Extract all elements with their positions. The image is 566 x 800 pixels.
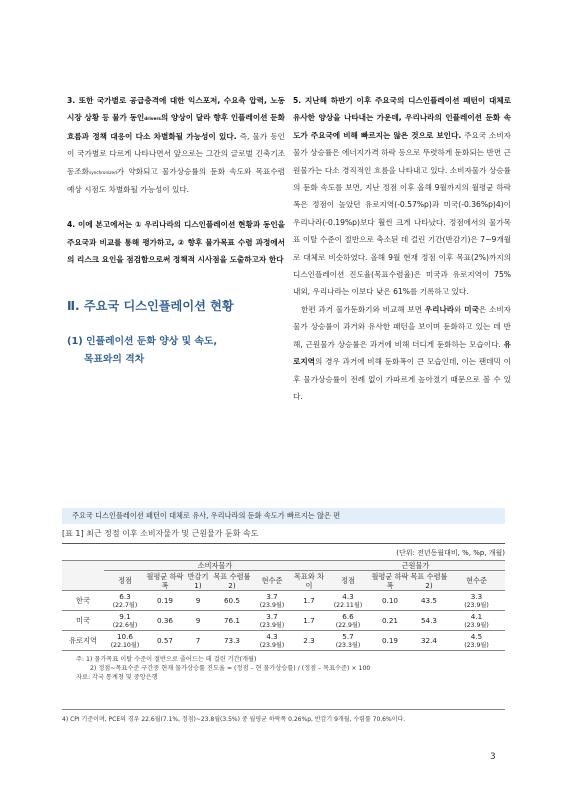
table-title: [표 1] 최근 정점 이후 소비자물가 및 근원물가 둔화 속도 [62,529,259,538]
header-cell: 정점 [104,571,146,591]
unit-label: (단위: 전년동월대비, %, %p, 개월) [396,549,505,557]
header-cell: 반감기1) [184,571,212,591]
paragraph-4: 4. 이에 본고에서는 ① 우리나라의 디스인플레이션 현황과 동인을 주요국과 비교를 통해 평가하고, ② 향후 물가목표 수렴 과정에서의 리스크 요인을 점검함으로써 정책적 시사점을 도출하고자 한다 [67,220,285,265]
header-cell: 현수준 [448,571,505,591]
header-cell: 현수준 [252,571,292,591]
paragraph-6: 한편 과거 물가둔화기와 비교해 보면 우리나라와 미국은 소비자물가 상승률이 과거와 유사한 패턴을 보이며 둔화하고 있는 데 반해, 근원물가 상승률은 과거에 비해 더디게 둔화하는 모습이다. 유로지역의 경우 과거에 비해 둔화폭이 큰 모습인데, 이는 팬데믹 이후 물가상승률이 전례 없이 가파르게 높아졌기 때문으로 볼 수 있다. [293,304,511,401]
header-country [62,561,104,591]
data-table [62,560,505,651]
paragraph-3: 3. 또한 국가별로 공급충격에 대한 익스포저, 수요측 압력, 노동시장 상황 등 물가 동인drivers의 양상이 달라 향후 인플레이션 둔화 흐름과 정책 대응이 다소 차별화될 가능성이 있다. 즉, 물가 동인이 국가별로 다르게 나타나면서 앞으로는 그간의 글로벌 긴축기조 동조화synchronized가 약화되고 물가상승률의 둔화 속도와 목표수렴 예상 시점도 차별화될 가능성이 있다. [67,96,285,195]
header-core-group: 근원물가 [326,561,505,571]
footnote: 4) CPI 기준이며, PCE의 경우 22.6월(7.1%, 정점)~23.8월(3.5%) 중 월평균 하락폭 0.26%p, 반감기 9개월, 수렴률 70.6%이다. [62,716,406,723]
paragraph-5: 5. 지난해 하반기 이후 주요국의 디스인플레이션 패턴이 대체로 유사한 양상을 나타내는 가운데, 우리나라의 인플레이션 둔화 속도가 주요국에 비해 빠르지는 않은 것으로 보인다. 주요국 소비자물가 상승률은 에너지가격 하락 등으로 뚜렷하게 둔화되는 반면 근원물가는 다소 경직적인 흐름을 나타내고 있다. 소비자물가 상승률의 둔화 속도를 보면, 지난 정점 이후 올해 9월까지의 월평균 하락폭은 정점이 높았던 유로지역(-0.57%p)과 미국(-0.36%p)4)이 우리나라(-0.19%p)보다 훨씬 크게 나타났다. 정점에서의 물가목표 이탈 수준이 절반으로 축소된 데 걸린 기간(반감기)은 7~9개월로 대체로 비슷하였다. 올해 9월 현재 정점 이후 목표(2%)까지의 디스인플레이션 진도율(목표수렴율)은 미국과 유로지역이 75% 내외, 우리나라는 이보다 낮은 61%를 기록하고 있다. [293,96,511,297]
section-title: Ⅱ. 주요국 디스인플레이션 현황 [67,298,234,313]
table-note-2: 2) 정점~목표수준 구간중 현재 물가상승률 진도율 = (정점 – 현 물가상승률) / (정점 – 목표수준) × 100 [90,665,371,672]
table-note-1: 주: 1) 물가목표 이탈 수준이 절반으로 줄어드는 데 걸린 기간(개월) [76,656,257,663]
header-cell: 월평균 하락폭 [146,571,184,590]
header-cell: 목표 수렴률2) [213,571,251,590]
table-row: 한국 6.3 (22.7월) 0.19 9 60.5 3.7 (23.9월) 1.7 4.3 (22.11월) 0.10 43.5 3.3 (23.9월) [62,591,505,611]
divider [62,543,505,544]
table-source: 자료: 각국 통계청 및 중앙은행 [76,674,158,681]
page-number: 3 [490,752,496,762]
right-column [293,92,511,405]
header-cell: 목표 수렴률2) [410,571,448,590]
footnote-divider [62,709,505,710]
header-cell: 목표와 차이 [293,571,325,590]
header-cell: 정점 [326,571,370,591]
table-row: 미국 9.1 (22.6월) 0.36 9 76.1 3.7 (23.9월) 1.7 6.6 (22.9월) 0.21 54.3 4.1 (23.9월) [62,611,505,631]
header-cell: 월평균 하락폭 [371,571,409,590]
table-row: 유로지역 10.6 (22.10월) 0.57 7 73.3 4.3 (23.9월) 2.3 5.7 (23.3월) 0.19 32.4 4.5 (23.9월) [62,631,505,651]
left-column [67,92,285,369]
header-cpi-group: 소비자물가 [104,561,326,571]
summary-box: 주요국 디스인플레이션 패턴이 대체로 유사, 우리나라의 둔화 속도가 빠르지는 않은 편 [62,508,505,524]
subsection-title: (1) 인플레이션 둔화 양상 및 속도, 목표와의 격차 [67,335,218,365]
